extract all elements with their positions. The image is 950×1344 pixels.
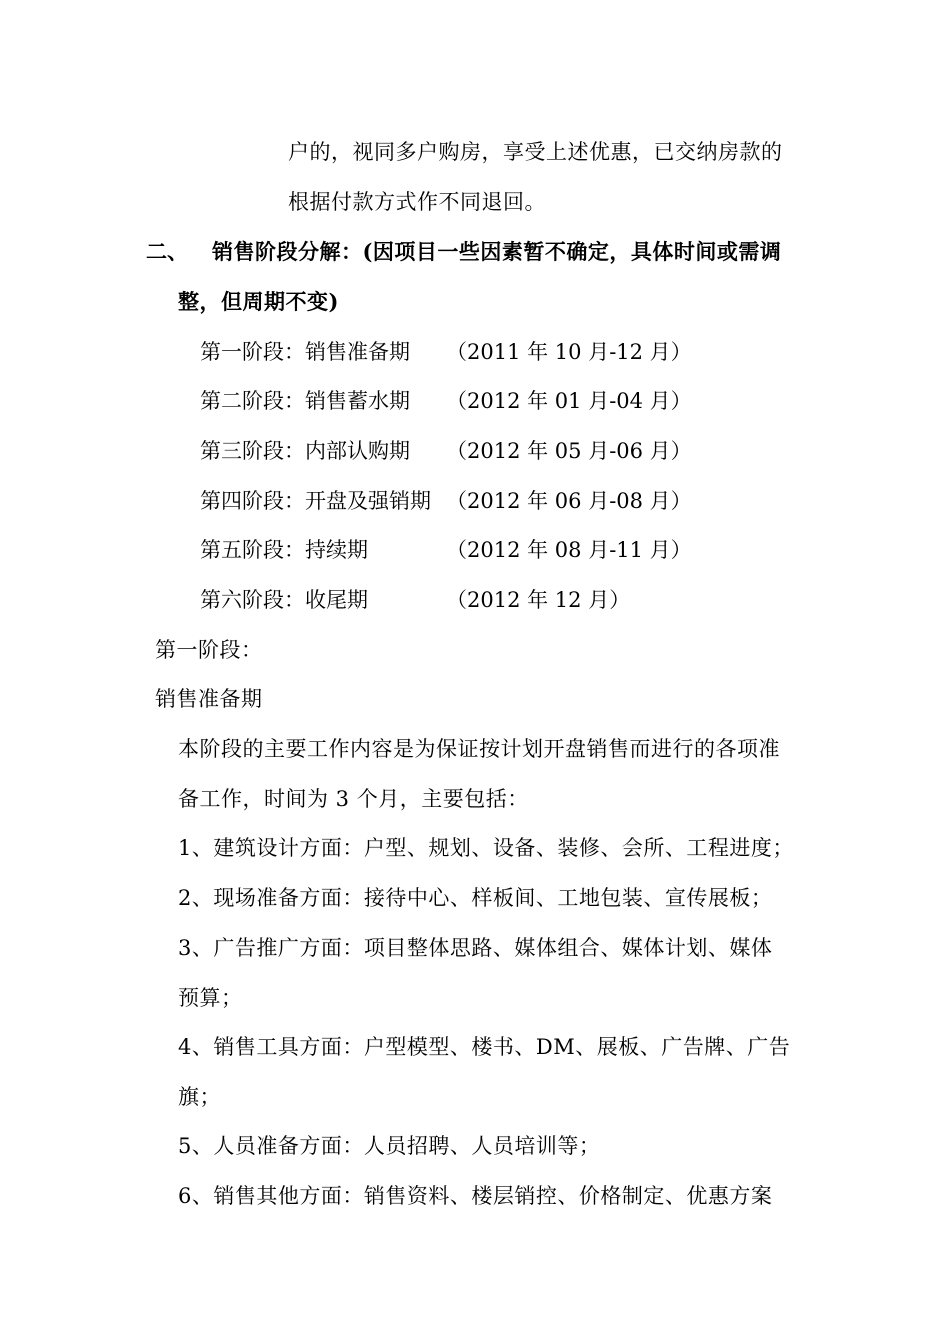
stage-label: 第一阶段：销售准备期 — [200, 340, 410, 364]
phase-desc-line-1: 本阶段的主要工作内容是为保证按计划开盘销售而进行的各项准 — [178, 737, 780, 761]
section-title-line-1: 销售阶段分解：(因项目一些因素暂不确定，具体时间或需调 — [212, 239, 782, 264]
stage-row — [200, 337, 760, 367]
intro-line-2: 根据付款方式作不同退回。 — [288, 190, 546, 214]
list-item-continuation: 预算； — [178, 986, 243, 1010]
stage-label: 第五阶段：持续期 — [200, 538, 368, 562]
stage-label: 第三阶段：内部认购期 — [200, 439, 410, 463]
intro-line-1: 户的，视同多户购房，享受上述优惠，已交纳房款的 — [288, 140, 783, 164]
section-number: 二、 — [146, 239, 188, 264]
stage-row — [200, 535, 760, 565]
stage-label: 第六阶段：收尾期 — [200, 588, 368, 612]
stage-row — [200, 386, 760, 416]
stage-period: （2011 年 10 月-12 月） — [446, 340, 692, 364]
stage-period: （2012 年 01 月-04 月） — [446, 389, 692, 413]
list-item-continuation: 旗； — [178, 1085, 221, 1109]
stage-period: （2012 年 05 月-06 月） — [446, 439, 692, 463]
section-title-line-2: 整，但周期不变) — [178, 289, 339, 314]
stage-label: 第四阶段：开盘及强销期 — [200, 489, 431, 513]
list-item: 3、广告推广方面：项目整体思路、媒体组合、媒体计划、媒体 — [178, 936, 773, 960]
stage-period: （2012 年 08 月-11 月） — [446, 538, 692, 562]
list-item: 4、销售工具方面：户型模型、楼书、DM、展板、广告牌、广告 — [178, 1035, 791, 1059]
phase-heading: 第一阶段： — [155, 638, 263, 662]
list-item: 5、人员准备方面：人员招聘、人员培训等； — [178, 1134, 601, 1158]
list-item: 1、建筑设计方面：户型、规划、设备、装修、会所、工程进度； — [178, 836, 794, 860]
phase-subheading: 销售准备期 — [155, 687, 263, 711]
stage-row — [200, 585, 760, 615]
phase-desc-line-2: 备工作，时间为 3 个月，主要包括： — [178, 787, 529, 811]
stage-period: （2012 年 06 月-08 月） — [446, 489, 692, 513]
stage-row — [200, 436, 760, 466]
list-item: 2、现场准备方面：接待中心、样板间、工地包装、宣传展板； — [178, 886, 773, 910]
stage-period: （2012 年 12 月） — [446, 588, 631, 612]
stage-label: 第二阶段：销售蓄水期 — [200, 389, 410, 413]
stage-row — [200, 486, 760, 516]
list-item: 6、销售其他方面：销售资料、楼层销控、价格制定、优惠方案 — [178, 1184, 773, 1208]
